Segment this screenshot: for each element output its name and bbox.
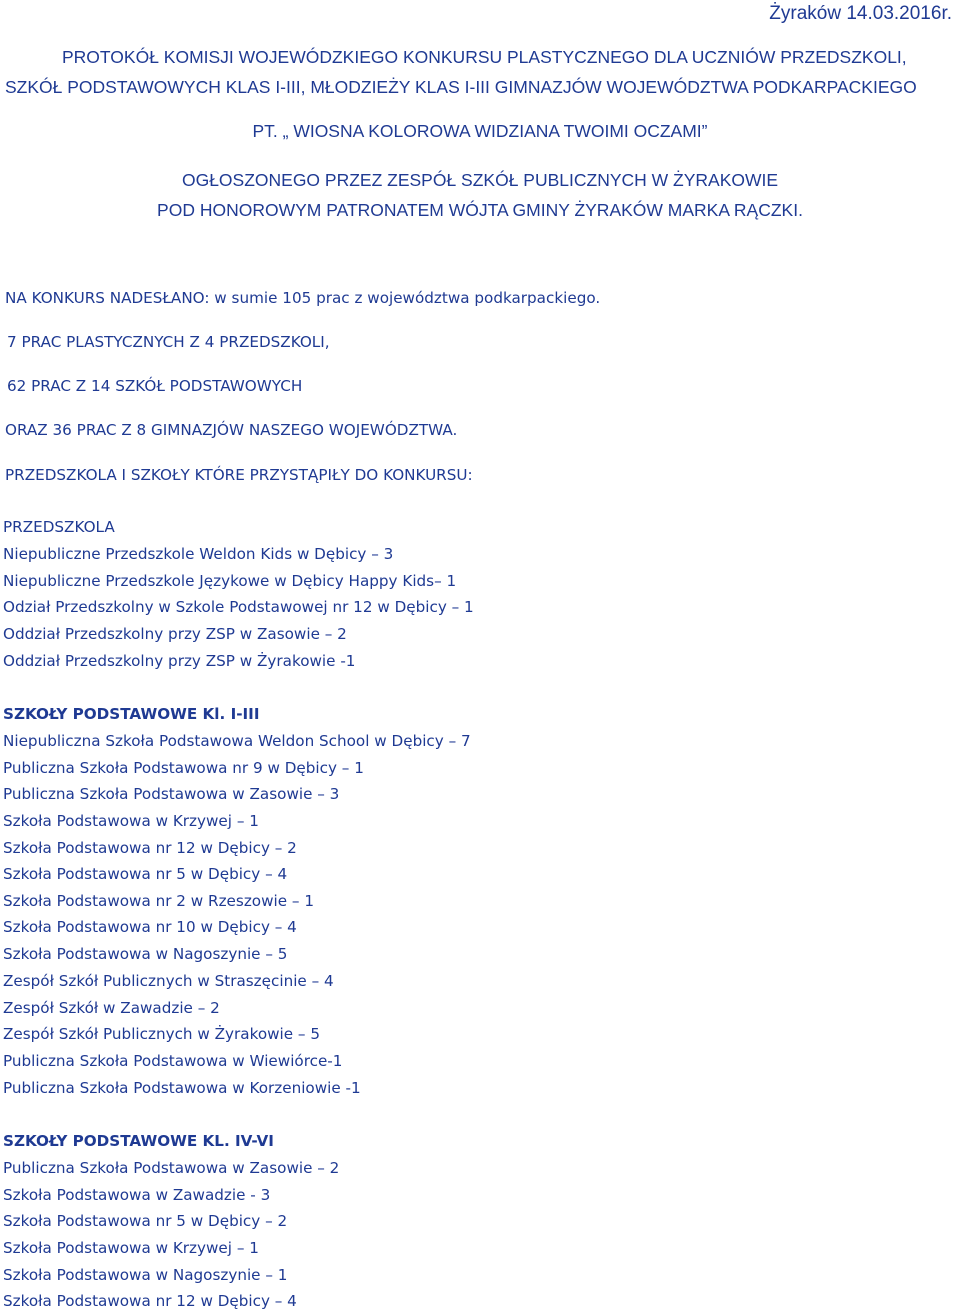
title-line-5: POD HONOROWYM PATRONATEM WÓJTA GMINY ŻYRAKÓW MARKA RĄCZKI. <box>157 200 803 220</box>
summary-preschools: 7 PRAC PLASTYCZNYCH Z 4 PRZEDSZKOLI, <box>7 333 330 351</box>
primary-1-3-heading: SZKOŁY PODSTAWOWE Kl. I-III <box>3 705 260 723</box>
list-item: Oddział Przedszkolny przy ZSP w Żyrakowie -1 <box>3 652 356 670</box>
list-item: Publiczna Szkoła Podstawowa w Zasowie – 2 <box>3 1159 340 1177</box>
summary-primary: 62 PRAC Z 14 SZKÓŁ PODSTAWOWYCH <box>7 377 303 395</box>
participants-heading: PRZEDSZKOLA I SZKOŁY KTÓRE PRZYSTĄPIŁY DO KONKURSU: <box>5 466 473 484</box>
list-item: Szkoła Podstawowa nr 5 w Dębicy – 4 <box>3 865 288 883</box>
list-item: Szkoła Podstawowa w Zawadzie - 3 <box>3 1186 271 1204</box>
summary-gymnasium: ORAZ 36 PRAC Z 8 GIMNAZJÓW NASZEGO WOJEWÓDZTWA. <box>5 421 458 439</box>
list-item: Zespół Szkół w Zawadzie – 2 <box>3 999 220 1017</box>
list-item: Szkoła Podstawowa nr 10 w Dębicy – 4 <box>3 918 297 936</box>
list-item: Szkoła Podstawowa w Krzywej – 1 <box>3 812 259 830</box>
list-item: Publiczna Szkoła Podstawowa w Korzeniowie -1 <box>3 1079 361 1097</box>
preschool-heading: PRZEDSZKOLA <box>3 518 115 536</box>
title-line-4: OGŁOSZONEGO PRZEZ ZESPÓŁ SZKÓŁ PUBLICZNYCH W ŻYRAKOWIE <box>181 170 779 190</box>
list-item: Publiczna Szkoła Podstawowa nr 9 w Dębicy – 1 <box>3 759 364 777</box>
title-line-3: PT. „ WIOSNA KOLOROWA WIDZIANA TWOIMI OCZAMI” <box>252 121 708 141</box>
list-item: Publiczna Szkoła Podstawowa w Zasowie – 3 <box>3 785 340 803</box>
list-item: Niepubliczne Przedszkole Językowe w Dębicy Happy Kids– 1 <box>3 572 457 590</box>
title-line-1: PROTOKÓŁ KOMISJI WOJEWÓDZKIEGO KONKURSU PLASTYCZNEGO DLA UCZNIÓW PRZEDSZKOLI, <box>62 47 907 67</box>
list-item: Szkoła Podstawowa w Krzywej – 1 <box>3 1239 259 1257</box>
list-item: Niepubliczna Szkoła Podstawowa Weldon School w Dębicy – 7 <box>3 732 471 750</box>
list-item: Szkoła Podstawowa nr 5 w Dębicy – 2 <box>3 1212 288 1230</box>
list-item: Niepubliczne Przedszkole Weldon Kids w Dębicy – 3 <box>3 545 394 563</box>
list-item: Oddział Przedszkolny przy ZSP w Zasowie – 2 <box>3 625 347 643</box>
list-item: Szkoła Podstawowa nr 12 w Dębicy – 2 <box>3 839 297 857</box>
list-item: Szkoła Podstawowa nr 2 w Rzeszowie – 1 <box>3 892 314 910</box>
title-line-2: SZKÓŁ PODSTAWOWYCH KLAS I-III, MŁODZIEŻY KLAS I-III GIMNAZJÓW WOJEWÓDZTWA PODKARPACKIEGO <box>5 77 917 97</box>
list-item: Szkoła Podstawowa nr 12 w Dębicy – 4 <box>3 1292 297 1310</box>
list-item: Zespół Szkół Publicznych w Żyrakowie – 5 <box>3 1025 321 1043</box>
document-date: Żyraków 14.03.2016r. <box>769 3 952 24</box>
primary-4-6-heading: SZKOŁY PODSTAWOWE KL. IV-VI <box>3 1132 274 1150</box>
list-item: Szkoła Podstawowa w Nagoszynie – 5 <box>3 945 288 963</box>
list-item: Szkoła Podstawowa w Nagoszynie – 1 <box>3 1266 288 1284</box>
summary-total: NA KONKURS NADESŁANO: w sumie 105 prac z województwa podkarpackiego. <box>5 289 601 307</box>
list-item: Odział Przedszkolny w Szkole Podstawowej nr 12 w Dębicy – 1 <box>3 598 474 616</box>
list-item: Publiczna Szkoła Podstawowa w Wiewiórce-1 <box>3 1052 343 1070</box>
list-item: Zespół Szkół Publicznych w Straszęcinie – 4 <box>3 972 334 990</box>
